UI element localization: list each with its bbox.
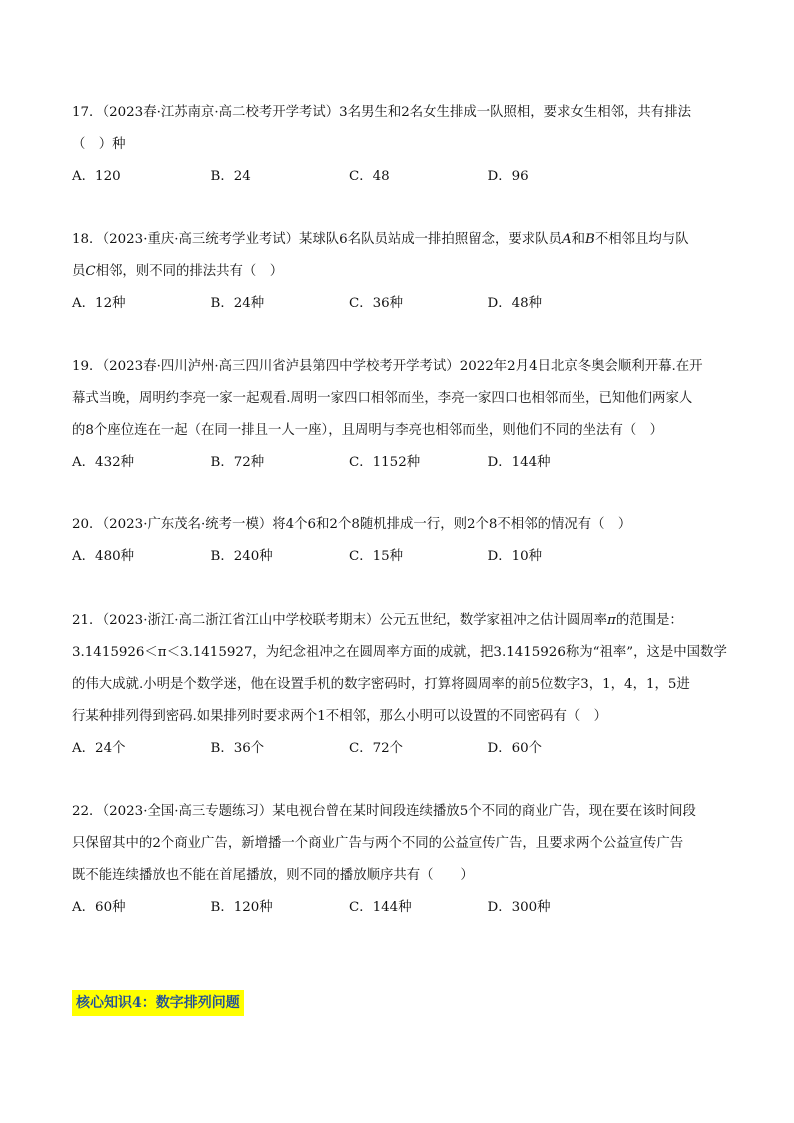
option-d: D．48种 xyxy=(487,296,543,311)
question-text-line: 19．（2023春·四川泸州·高三四川省泸县第四中学校考开学考试）2022年2月4日北京冬奥会顺利开幕.在开 xyxy=(72,359,703,374)
question-text: 的范围是： xyxy=(615,613,683,628)
option-c: C．36种 xyxy=(349,296,404,311)
variable-c: C xyxy=(85,264,96,279)
option-b: B．24种 xyxy=(210,296,265,311)
variable-a: A xyxy=(561,232,572,247)
question-text-line: 20．（2023·广东茂名·统考一模）将4个6和2个8随机排成一行，则2个8不相邻的情况有（ ） xyxy=(72,517,632,532)
option-a: A．24个 xyxy=(72,741,126,756)
answer-options xyxy=(72,892,732,924)
question-text-line xyxy=(72,605,732,637)
option-d: D．10种 xyxy=(487,549,543,564)
question-18 xyxy=(72,224,732,320)
option-c: C．1152种 xyxy=(349,455,421,470)
answer-options xyxy=(72,447,732,479)
option-d: D．300种 xyxy=(487,900,551,915)
option-b: B．240种 xyxy=(210,549,273,564)
question-text-line: 的伟大成就.小明是个数学迷，他在设置手机的数字密码时，打算将圆周率的前5位数字3，1，4，1，5进 xyxy=(72,677,690,692)
question-text-line: 3.1415926＜π＜3.1415927，为纪念祖冲之在圆周率方面的成就，把3.1415926称为“祖率”，这是中国数学 xyxy=(72,645,727,660)
option-c: C．15种 xyxy=(349,549,404,564)
option-a: A．12种 xyxy=(72,296,126,311)
question-text: 不相邻且均与队 xyxy=(594,232,689,247)
option-b: B．120种 xyxy=(210,900,273,915)
section-heading: 核心知识4：数字排列问题 xyxy=(72,990,244,1016)
answer-options xyxy=(72,288,732,320)
option-b: B．24 xyxy=(210,169,251,184)
question-text-line: 行某种排列得到密码.如果排列时要求两个1不相邻，那么小明可以设置的不同密码有（ ） xyxy=(72,709,608,724)
question-22 xyxy=(72,796,732,924)
option-d: D．60个 xyxy=(487,741,543,756)
question-text-line: 只保留其中的2个商业广告，新增播一个商业广告与两个不同的公益宣传广告，且要求两个公益宣传广告 xyxy=(72,836,684,851)
question-text-line: 的8个座位连在一起（在同一排且一人一座），且周明与李亮也相邻而坐，则他们不同的坐法有（ ） xyxy=(72,423,664,438)
variable-pi: π xyxy=(607,613,616,628)
question-text-line xyxy=(72,256,732,288)
question-text-line: 22．（2023·全国·高三专题练习）某电视台曾在某时间段连续播放5个不同的商业广告，现在要在该时间段 xyxy=(72,804,696,819)
question-text-line: 既不能连续播放也不能在首尾播放，则不同的播放顺序共有（ ） xyxy=(72,868,474,883)
question-19 xyxy=(72,351,732,479)
question-17 xyxy=(72,97,732,193)
question-text: 18．（2023·重庆·高三统考学业考试）某球队6名队员站成一排拍照留念，要求队员 xyxy=(72,232,562,247)
question-text: 和 xyxy=(571,232,586,247)
question-text: 相邻，则不同的排法共有（ ） xyxy=(95,264,284,279)
option-d: D．144种 xyxy=(487,455,551,470)
option-c: C．48 xyxy=(349,169,390,184)
option-a: A．480种 xyxy=(72,549,135,564)
question-text-line xyxy=(72,224,732,256)
option-c: C．72个 xyxy=(349,741,404,756)
answer-options xyxy=(72,541,732,573)
question-20 xyxy=(72,509,732,573)
question-text-line: 幕式当晚，周明约李亮一家一起观看.周明一家四口相邻而坐，李亮一家四口也相邻而坐，已知他们两家人 xyxy=(72,391,693,406)
question-21 xyxy=(72,605,732,765)
option-a: A．120 xyxy=(72,169,121,184)
question-text: 员 xyxy=(72,264,86,279)
option-b: B．36个 xyxy=(210,741,265,756)
question-text-line: 17．（2023春·江苏南京·高二校考开学考试）3名男生和2名女生排成一队照相，要求女生相邻，共有排法 xyxy=(72,105,691,120)
option-b: B．72种 xyxy=(210,455,265,470)
variable-b: B xyxy=(585,232,595,247)
option-a: A．432种 xyxy=(72,455,135,470)
answer-options xyxy=(72,733,732,765)
option-a: A．60种 xyxy=(72,900,126,915)
option-d: D．96 xyxy=(487,169,529,184)
answer-options xyxy=(72,161,732,193)
question-text-line: （ ）种 xyxy=(72,137,126,152)
option-c: C．144种 xyxy=(349,900,412,915)
question-text: 21．（2023·浙江·高二浙江省江山中学校联考期末）公元五世纪，数学家祖冲之估计圆周率 xyxy=(72,613,607,628)
